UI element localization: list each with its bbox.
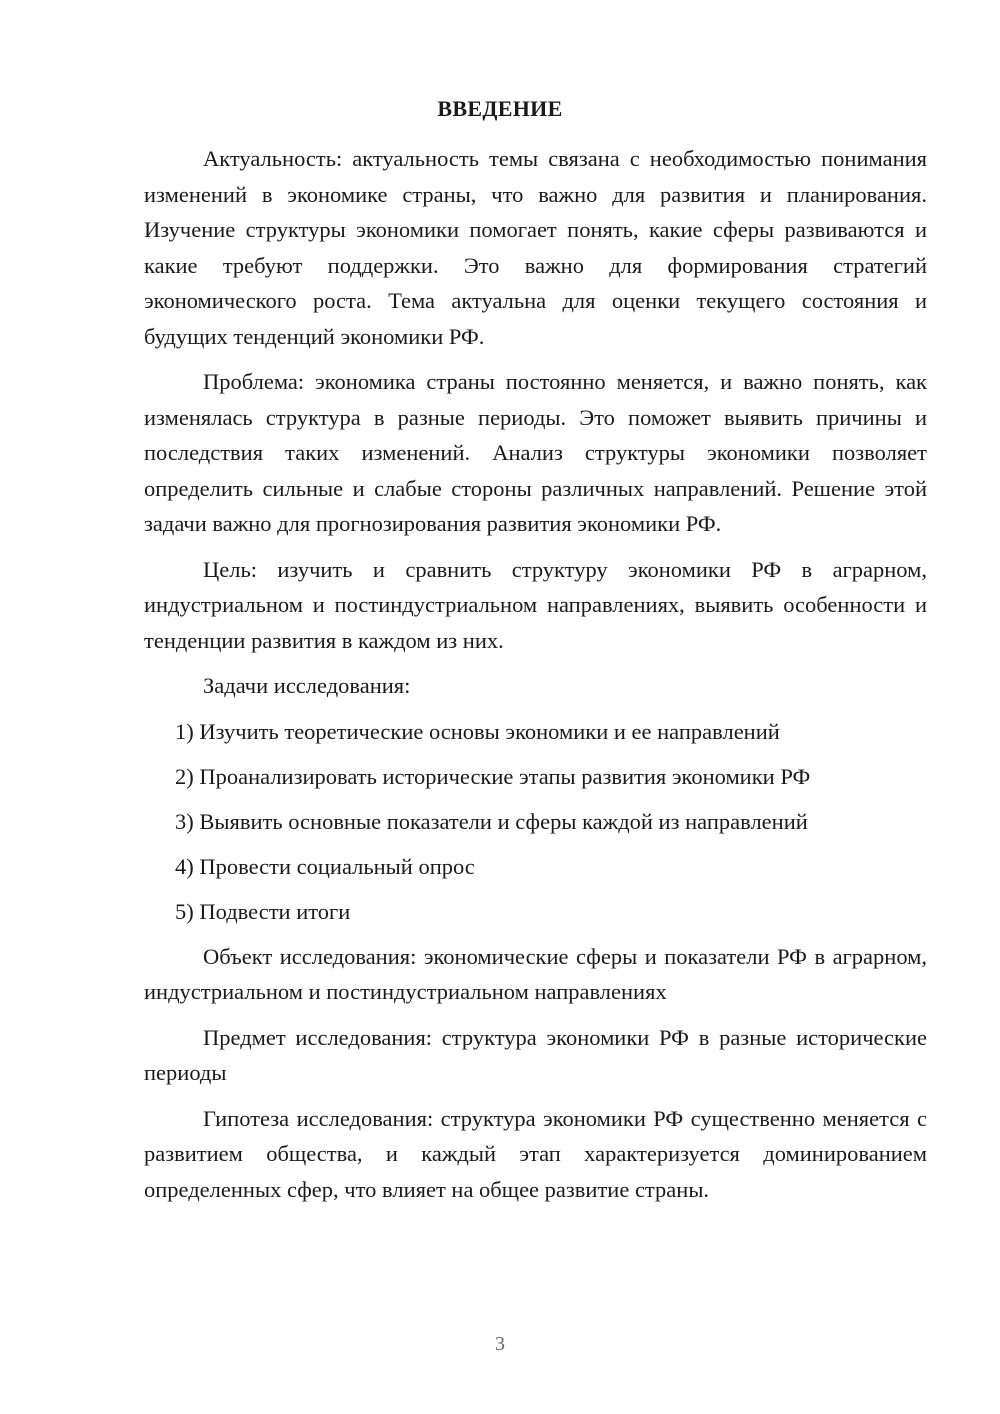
task-item: 5) Подвести итоги bbox=[175, 898, 351, 924]
page-number: 3 bbox=[495, 1333, 505, 1355]
page-title: ВВЕДЕНИЕ bbox=[437, 96, 563, 121]
paragraph-problem: Проблема: экономика страны постоянно меняется, и важно понять, как изменялась структура в разные периоды. Это поможет выявить причины и последствия таких изменений. Анализ структуры экономики позволяет определить сильные и слабые стороны различных направлений. Решение этой задачи важно для прогнозирования развития экономики РФ. bbox=[144, 369, 927, 536]
task-item: 2) Проанализировать исторические этапы развития экономики РФ bbox=[175, 763, 811, 789]
paragraph-subject: Предмет исследования: структура экономики РФ в разные исторические периоды bbox=[144, 1024, 927, 1085]
task-item: 1) Изучить теоретические основы экономики и ее направлений bbox=[175, 718, 780, 744]
paragraph-object: Объект исследования: экономические сферы и показатели РФ в аграрном, индустриальном и постиндустриальном направлениях bbox=[144, 943, 927, 1004]
task-item: 3) Выявить основные показатели и сферы каждой из направлений bbox=[175, 808, 808, 834]
paragraph-relevance: Актуальность: актуальность темы связана с необходимостью понимания изменений в экономике страны, что важно для развития и планирования. Изучение структуры экономики помогает понять, какие сферы развиваются и какие требуют поддержки. Это важно для формирования стратегий экономического роста. Тема актуальна для оценки текущего состояния и будущих тенденций экономики РФ. bbox=[144, 146, 927, 349]
body-text bbox=[144, 141, 927, 1217]
task-item: 4) Провести социальный опрос bbox=[175, 853, 475, 879]
paragraph-hypothesis: Гипотеза исследования: структура экономики РФ существенно меняется с развитием общества, и каждый этап характеризуется доминированием определенных сфер, что влияет на общее развитие страны. bbox=[144, 1105, 927, 1202]
paragraph-goal: Цель: изучить и сравнить структуру экономики РФ в аграрном, индустриальном и постиндустриальном направлениях, выявить особенности и тенденции развития в каждом из них. bbox=[144, 556, 927, 653]
paragraph-tasks-heading: Задачи исследования: bbox=[203, 673, 411, 698]
